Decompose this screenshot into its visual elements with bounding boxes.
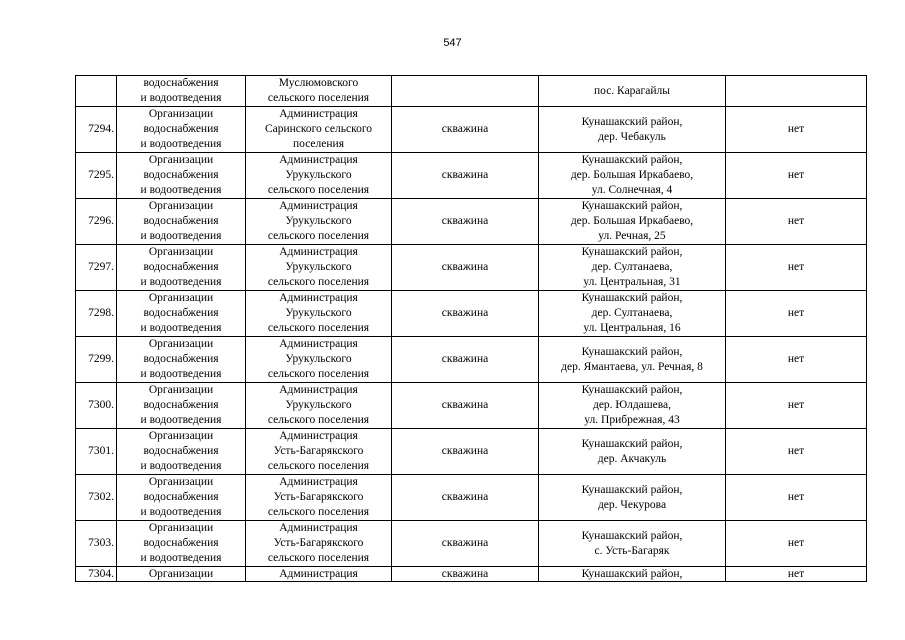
table-row [76, 475, 867, 521]
org-cell: Организации водоснабжения и водоотведения [117, 199, 246, 245]
type-cell: скважина [392, 429, 539, 475]
row-number: 7297. [76, 245, 117, 291]
row-number [76, 76, 117, 107]
type-cell: скважина [392, 107, 539, 153]
owner-cell: Администрация Урукульского сельского поселения [246, 245, 392, 291]
row-number: 7299. [76, 337, 117, 383]
owner-cell: Администрация Урукульского сельского поселения [246, 153, 392, 199]
address-cell: Кунашакский район, дер. Чекурова [539, 475, 726, 521]
row-number: 7295. [76, 153, 117, 199]
org-cell: Организации водоснабжения и водоотведения [117, 475, 246, 521]
registry-table [75, 75, 867, 582]
owner-cell: Администрация Урукульского сельского поселения [246, 199, 392, 245]
org-cell: Организации водоснабжения и водоотведения [117, 383, 246, 429]
type-cell: скважина [392, 337, 539, 383]
address-cell: Кунашакский район, дер. Большая Иркабаево, ул. Речная, 25 [539, 199, 726, 245]
flag-cell: нет [726, 429, 867, 475]
table-row [76, 291, 867, 337]
address-cell: Кунашакский район, дер. Султанаева, ул. Центральная, 31 [539, 245, 726, 291]
flag-cell: нет [726, 245, 867, 291]
address-cell: Кунашакский район, с. Усть-Багаряк [539, 521, 726, 567]
type-cell: скважина [392, 291, 539, 337]
owner-cell: Администрация Усть-Багарякского сельского поселения [246, 521, 392, 567]
row-number: 7304. [76, 567, 117, 582]
org-cell: Организации водоснабжения и водоотведения [117, 153, 246, 199]
type-cell: скважина [392, 199, 539, 245]
org-cell: Организации водоснабжения и водоотведения [117, 337, 246, 383]
row-number: 7298. [76, 291, 117, 337]
type-cell: скважина [392, 475, 539, 521]
org-cell: Организации водоснабжения и водоотведения [117, 107, 246, 153]
org-cell: Организации водоснабжения и водоотведения [117, 429, 246, 475]
table-row [76, 337, 867, 383]
org-cell: водоснабжения и водоотведения [117, 76, 246, 107]
address-cell: Кунашакский район, дер. Султанаева, ул. Центральная, 16 [539, 291, 726, 337]
table-row [76, 199, 867, 245]
table-row [76, 245, 867, 291]
type-cell: скважина [392, 245, 539, 291]
row-number: 7303. [76, 521, 117, 567]
type-cell: скважина [392, 521, 539, 567]
address-cell: Кунашакский район, дер. Чебакуль [539, 107, 726, 153]
flag-cell: нет [726, 521, 867, 567]
row-number: 7301. [76, 429, 117, 475]
flag-cell: нет [726, 383, 867, 429]
owner-cell: Администрация Усть-Багарякского сельского поселения [246, 429, 392, 475]
owner-cell: Администрация [246, 567, 392, 582]
flag-cell: нет [726, 199, 867, 245]
type-cell: скважина [392, 567, 539, 582]
address-cell: Кунашакский район, дер. Акчакуль [539, 429, 726, 475]
type-cell: скважина [392, 153, 539, 199]
org-cell: Организации водоснабжения и водоотведения [117, 521, 246, 567]
table-row [76, 107, 867, 153]
page-number: 547 [443, 37, 462, 49]
flag-cell [726, 76, 867, 107]
type-cell: скважина [392, 383, 539, 429]
flag-cell: нет [726, 475, 867, 521]
row-number: 7294. [76, 107, 117, 153]
owner-cell: Администрация Урукульского сельского поселения [246, 337, 392, 383]
owner-cell: Администрация Саринского сельского поселения [246, 107, 392, 153]
org-cell: Организации водоснабжения и водоотведения [117, 291, 246, 337]
row-number: 7302. [76, 475, 117, 521]
owner-cell: Администрация Урукульского сельского поселения [246, 291, 392, 337]
table-row [76, 153, 867, 199]
table-row [76, 383, 867, 429]
flag-cell: нет [726, 337, 867, 383]
row-number: 7300. [76, 383, 117, 429]
org-cell: Организации водоснабжения и водоотведения [117, 245, 246, 291]
address-cell: пос. Карагайлы [539, 76, 726, 107]
type-cell [392, 76, 539, 107]
address-cell: Кунашакский район, дер. Ямантаева, ул. Речная, 8 [539, 337, 726, 383]
address-cell: Кунашакский район, [539, 567, 726, 582]
owner-cell: Муслюмовского сельского поселения [246, 76, 392, 107]
owner-cell: Администрация Усть-Багарякского сельского поселения [246, 475, 392, 521]
flag-cell: нет [726, 567, 867, 582]
row-number: 7296. [76, 199, 117, 245]
address-cell: Кунашакский район, дер. Юлдашева, ул. Прибрежная, 43 [539, 383, 726, 429]
table-row [76, 567, 867, 582]
table-row [76, 76, 867, 107]
org-cell: Организации [117, 567, 246, 582]
table-row [76, 429, 867, 475]
table-row [76, 521, 867, 567]
flag-cell: нет [726, 153, 867, 199]
flag-cell: нет [726, 107, 867, 153]
address-cell: Кунашакский район, дер. Большая Иркабаево, ул. Солнечная, 4 [539, 153, 726, 199]
flag-cell: нет [726, 291, 867, 337]
owner-cell: Администрация Урукульского сельского поселения [246, 383, 392, 429]
